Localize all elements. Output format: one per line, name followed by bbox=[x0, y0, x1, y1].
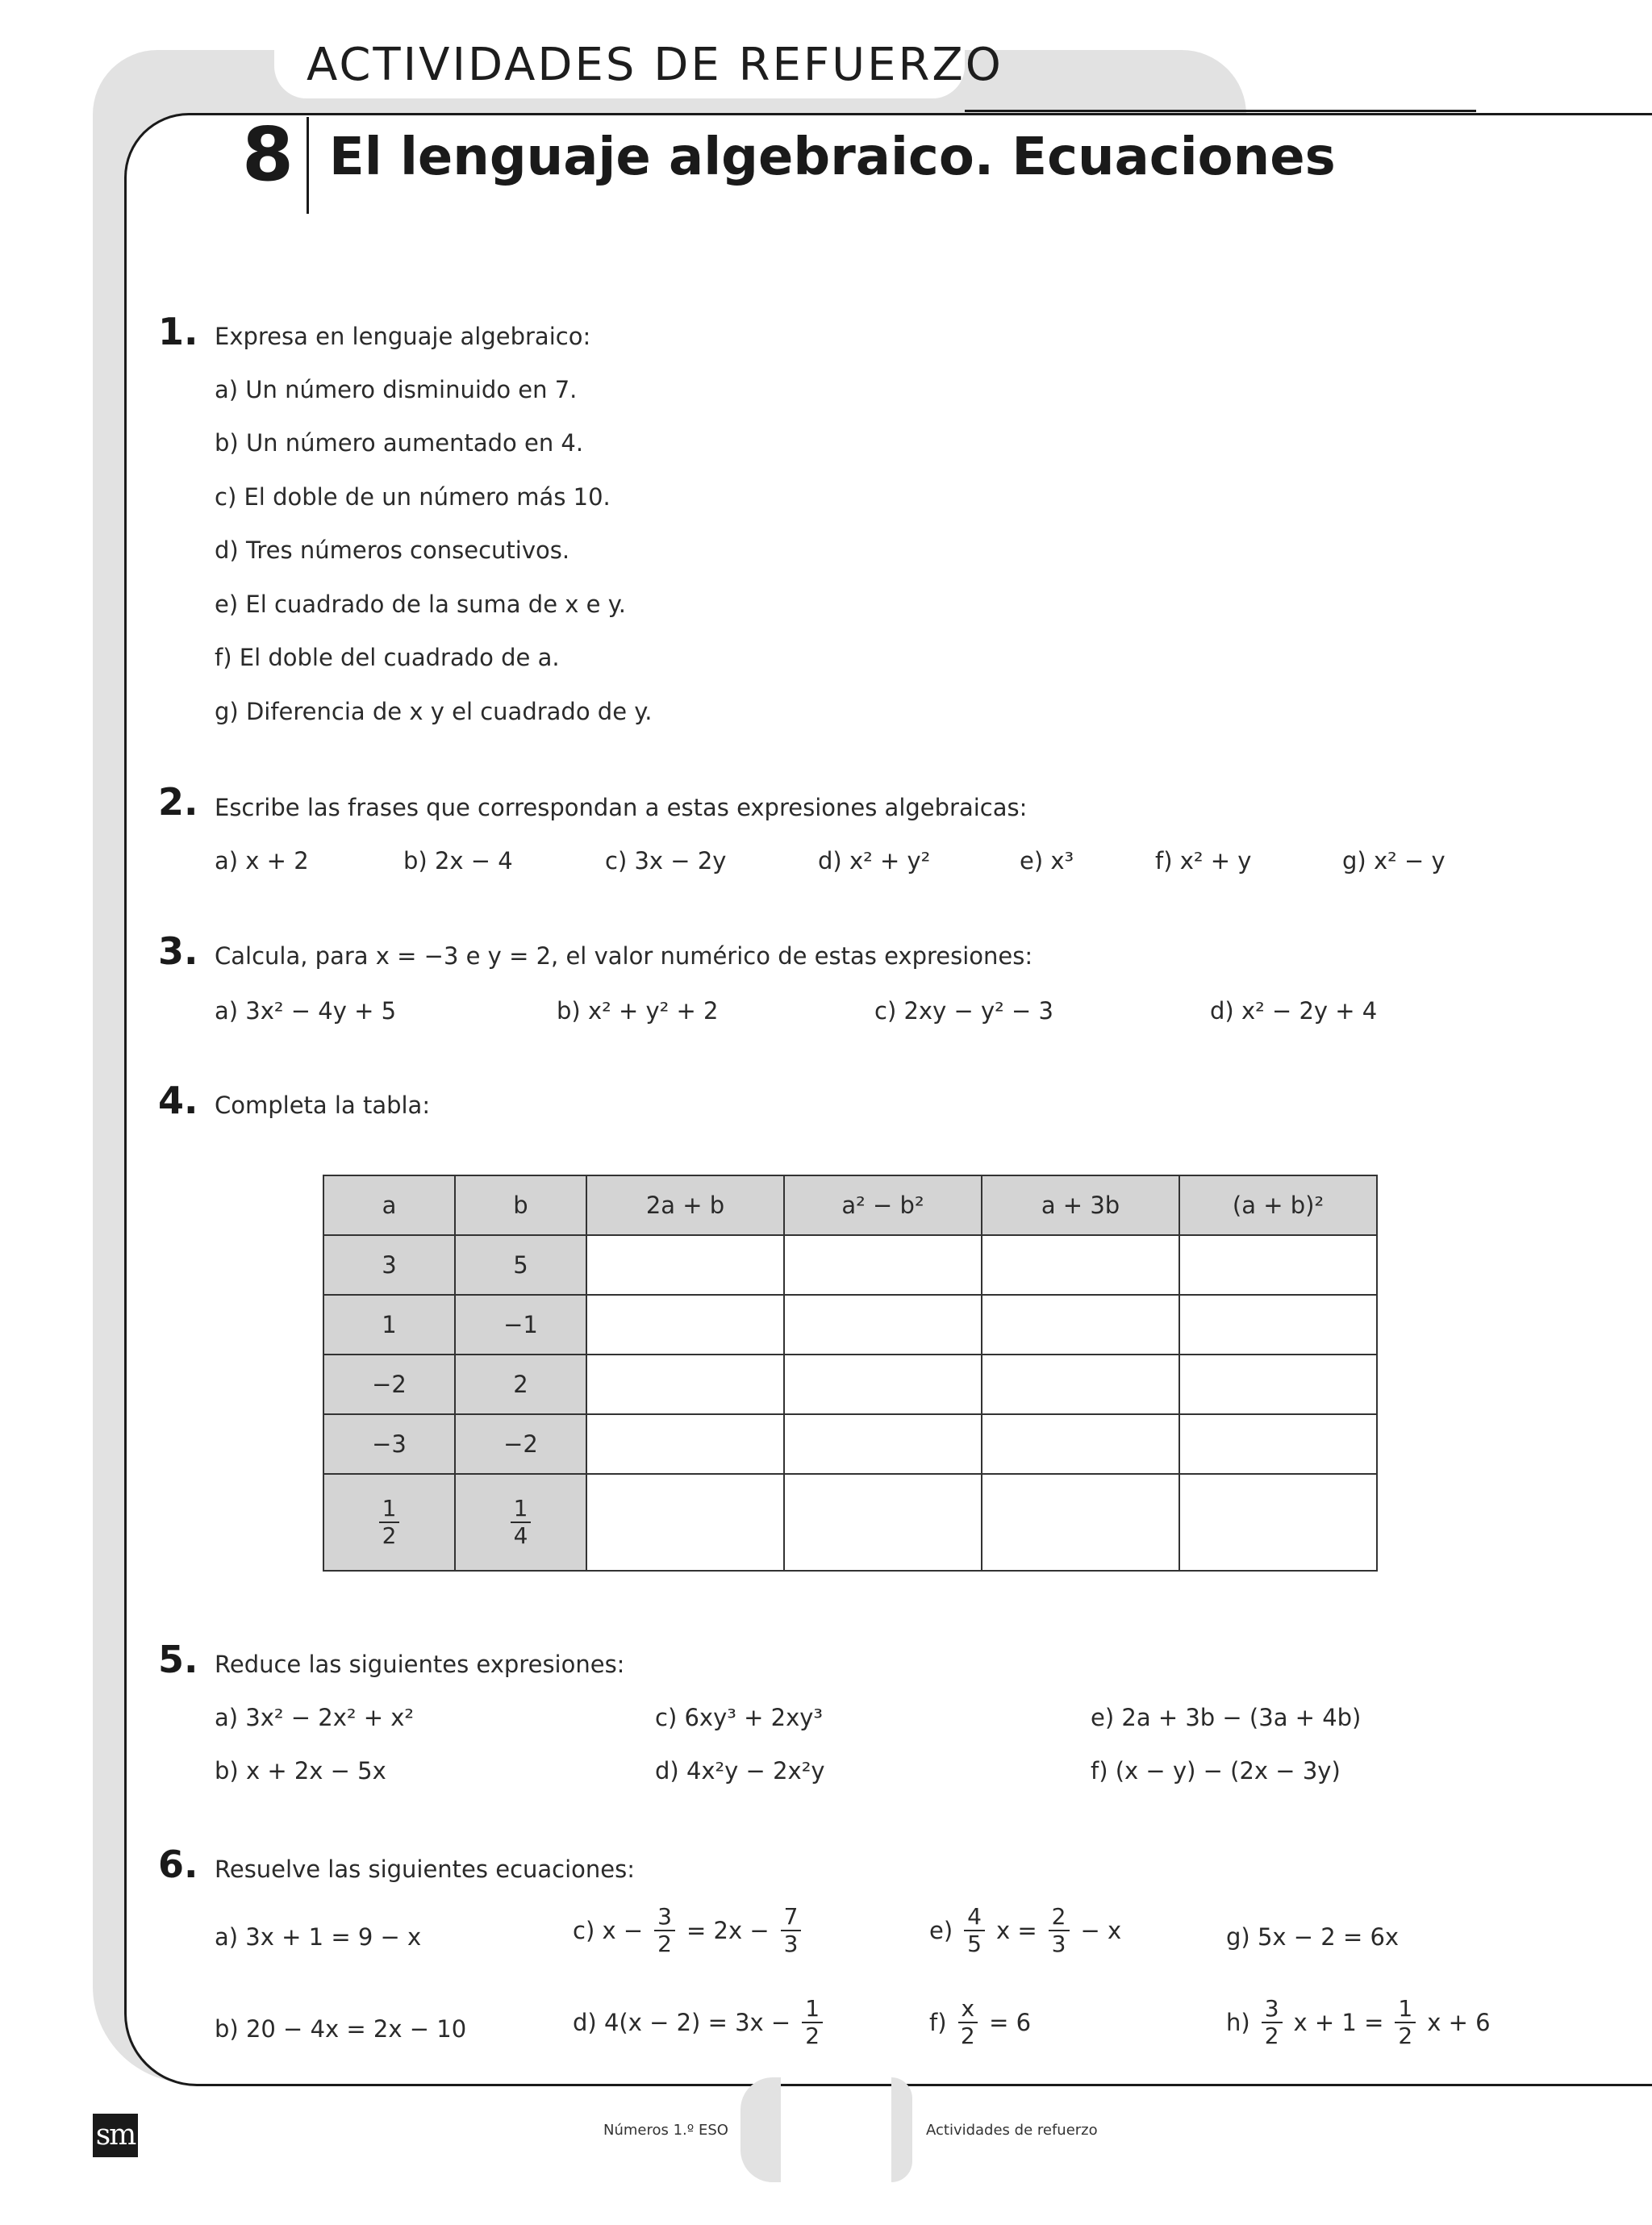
table-cell-b: −2 bbox=[455, 1414, 586, 1474]
chapter-number: 8 bbox=[242, 111, 294, 198]
answer-cell[interactable] bbox=[982, 1474, 1179, 1571]
q1-item: f) El doble del cuadrado de a. bbox=[215, 644, 560, 671]
answer-cell[interactable] bbox=[784, 1295, 982, 1355]
answer-cell[interactable] bbox=[586, 1414, 784, 1474]
table-cell-b: 2 bbox=[455, 1355, 586, 1414]
q2-item: f) x² + y bbox=[1155, 847, 1252, 875]
fraction-denominator: 2 bbox=[1264, 2023, 1279, 2050]
table-row bbox=[323, 1474, 1377, 1571]
table-header: (a + b)² bbox=[1179, 1175, 1377, 1235]
q5-item: e) 2a + 3b − (3a + 4b) bbox=[1091, 1704, 1362, 1731]
table-header-row bbox=[323, 1175, 1377, 1235]
fraction bbox=[1262, 1996, 1283, 2049]
equation-text: x + 1 = bbox=[1293, 2009, 1384, 2037]
fraction-numerator: 7 bbox=[781, 1904, 802, 1931]
fraction-denominator: 2 bbox=[1398, 2023, 1413, 2050]
fraction-numerator: 3 bbox=[1262, 1996, 1283, 2023]
section-title: ACTIVIDADES DE REFUERZO bbox=[307, 39, 1003, 91]
q6-equation-f bbox=[929, 1996, 1031, 2049]
fraction-denominator: 3 bbox=[1051, 1931, 1066, 1958]
fraction bbox=[511, 1496, 532, 1549]
q6-equation-d bbox=[573, 1996, 826, 2049]
answer-cell[interactable] bbox=[1179, 1355, 1377, 1414]
q1-item: a) Un número disminuido en 7. bbox=[215, 376, 578, 403]
table-cell-b: 5 bbox=[455, 1235, 586, 1295]
q6-equation-g: g) 5x − 2 = 6x bbox=[1226, 1923, 1400, 1951]
fraction-numerator: 2 bbox=[1049, 1904, 1070, 1931]
equation-text: x + 6 bbox=[1427, 2009, 1491, 2037]
equation-text: = 2x − bbox=[686, 1917, 770, 1945]
answer-cell[interactable] bbox=[586, 1235, 784, 1295]
q6-equation-c bbox=[573, 1904, 804, 1957]
equation-text: e) bbox=[929, 1917, 953, 1945]
table-cell-a: −3 bbox=[323, 1414, 455, 1474]
fraction-denominator: 4 bbox=[513, 1522, 528, 1549]
equation-text: h) bbox=[1226, 2009, 1250, 2037]
fraction-denominator: 2 bbox=[382, 1522, 397, 1549]
q3-item: b) x² + y² + 2 bbox=[557, 997, 719, 1025]
table-header: a + 3b bbox=[982, 1175, 1179, 1235]
q2-item: b) 2x − 4 bbox=[403, 847, 513, 875]
q1-item: g) Diferencia de x y el cuadrado de y. bbox=[215, 698, 653, 725]
answer-cell[interactable] bbox=[784, 1235, 982, 1295]
table-row bbox=[323, 1414, 1377, 1474]
q3-item: c) 2xy − y² − 3 bbox=[874, 997, 1053, 1025]
equation-text: f) bbox=[929, 2009, 947, 2037]
table-header: a² − b² bbox=[784, 1175, 982, 1235]
answer-cell[interactable] bbox=[784, 1474, 982, 1571]
chapter-title: El lenguaje algebraico. Ecuaciones bbox=[329, 127, 1336, 187]
q1-item: e) El cuadrado de la suma de x e y. bbox=[215, 591, 626, 618]
answer-cell[interactable] bbox=[1179, 1235, 1377, 1295]
table-cell-a: −2 bbox=[323, 1355, 455, 1414]
fraction bbox=[1049, 1904, 1070, 1957]
equation-text: − x bbox=[1080, 1917, 1122, 1945]
q2-prompt: Escribe las frases que correspondan a estas expresiones algebraicas: bbox=[215, 794, 1028, 821]
fraction bbox=[802, 1996, 823, 2049]
q1-number: 1. bbox=[158, 310, 198, 353]
table-row bbox=[323, 1295, 1377, 1355]
answer-cell[interactable] bbox=[1179, 1295, 1377, 1355]
q6-prompt: Resuelve las siguientes ecuaciones: bbox=[215, 1856, 636, 1883]
answer-cell[interactable] bbox=[982, 1295, 1179, 1355]
fraction-numerator: 1 bbox=[1395, 1996, 1416, 2023]
fraction-numerator: 1 bbox=[511, 1496, 532, 1523]
equation-text: = 6 bbox=[989, 2009, 1032, 2037]
fraction bbox=[379, 1496, 400, 1549]
q2-number: 2. bbox=[158, 780, 198, 824]
footer-tab-left bbox=[740, 2077, 781, 2182]
q5-item: b) x + 2x − 5x bbox=[215, 1757, 386, 1785]
equation-text: c) x − bbox=[573, 1917, 644, 1945]
fraction-numerator: 3 bbox=[654, 1904, 675, 1931]
chapter-divider bbox=[307, 117, 309, 214]
fraction bbox=[1395, 1996, 1416, 2049]
table-header: b bbox=[455, 1175, 586, 1235]
table-row bbox=[323, 1355, 1377, 1414]
footer-section-title: Actividades de refuerzo bbox=[926, 2122, 1098, 2139]
fraction bbox=[964, 1904, 985, 1957]
fraction bbox=[958, 1996, 978, 2049]
table-cell-a: 3 bbox=[323, 1235, 455, 1295]
q2-item: g) x² − y bbox=[1342, 847, 1446, 875]
table-header: a bbox=[323, 1175, 455, 1235]
q4-number: 4. bbox=[158, 1079, 198, 1122]
q5-prompt: Reduce las siguientes expresiones: bbox=[215, 1651, 625, 1678]
fraction-denominator: 2 bbox=[657, 1931, 672, 1958]
answer-cell[interactable] bbox=[586, 1355, 784, 1414]
fraction-numerator: x bbox=[958, 1996, 978, 2023]
q6-equation-a: a) 3x + 1 = 9 − x bbox=[215, 1923, 422, 1951]
table-cell-b: −1 bbox=[455, 1295, 586, 1355]
answer-cell[interactable] bbox=[784, 1414, 982, 1474]
q3-prompt: Calcula, para x = −3 e y = 2, el valor numérico de estas expresiones: bbox=[215, 942, 1033, 970]
q1-prompt: Expresa en lenguaje algebraico: bbox=[215, 323, 591, 350]
fraction-numerator: 4 bbox=[964, 1904, 985, 1931]
q1-item: d) Tres números consecutivos. bbox=[215, 536, 570, 564]
q5-item: d) 4x²y − 2x²y bbox=[655, 1757, 825, 1785]
fraction-denominator: 2 bbox=[805, 2023, 820, 2050]
q2-item: e) x³ bbox=[1020, 847, 1074, 875]
table-header: 2a + b bbox=[586, 1175, 784, 1235]
footer-book-title: Números 1.º ESO bbox=[603, 2122, 728, 2139]
q6-number: 6. bbox=[158, 1843, 198, 1886]
q2-item: d) x² + y² bbox=[818, 847, 931, 875]
footer-tab-right bbox=[891, 2077, 912, 2182]
fraction-numerator: 1 bbox=[379, 1496, 400, 1523]
q6-equation-h bbox=[1226, 1996, 1491, 2049]
fraction bbox=[781, 1904, 802, 1957]
equation-text: d) 4(x − 2) = 3x − bbox=[573, 2009, 791, 2037]
q5-item: f) (x − y) − (2x − 3y) bbox=[1091, 1757, 1341, 1785]
q6-equation-b: b) 20 − 4x = 2x − 10 bbox=[215, 2015, 467, 2043]
q5-number: 5. bbox=[158, 1638, 198, 1681]
answer-cell[interactable] bbox=[982, 1235, 1179, 1295]
q2-item: a) x + 2 bbox=[215, 847, 309, 875]
publisher-logo: sm bbox=[93, 2114, 138, 2157]
q2-item: c) 3x − 2y bbox=[605, 847, 727, 875]
answer-cell[interactable] bbox=[982, 1355, 1179, 1414]
table-cell-a bbox=[323, 1474, 455, 1571]
q1-item: c) El doble de un número más 10. bbox=[215, 483, 611, 511]
fraction-denominator: 3 bbox=[783, 1931, 799, 1958]
fraction-denominator: 5 bbox=[967, 1931, 982, 1958]
answer-cell[interactable] bbox=[586, 1474, 784, 1571]
answer-cell[interactable] bbox=[586, 1295, 784, 1355]
q5-item: a) 3x² − 2x² + x² bbox=[215, 1704, 415, 1731]
answer-cell[interactable] bbox=[784, 1355, 982, 1414]
q3-number: 3. bbox=[158, 929, 198, 973]
q6-equation-e bbox=[929, 1904, 1121, 1957]
equation-text: x = bbox=[995, 1917, 1037, 1945]
answer-cell[interactable] bbox=[1179, 1474, 1377, 1571]
header-rule bbox=[965, 110, 1476, 112]
q4-prompt: Completa la tabla: bbox=[215, 1092, 431, 1119]
answer-cell[interactable] bbox=[982, 1414, 1179, 1474]
values-table bbox=[323, 1175, 1378, 1572]
q3-item: d) x² − 2y + 4 bbox=[1210, 997, 1378, 1025]
fraction bbox=[654, 1904, 675, 1957]
table-cell-b bbox=[455, 1474, 586, 1571]
q5-item: c) 6xy³ + 2xy³ bbox=[655, 1704, 824, 1731]
table-cell-a: 1 bbox=[323, 1295, 455, 1355]
fraction-numerator: 1 bbox=[802, 1996, 823, 2023]
q1-item: b) Un número aumentado en 4. bbox=[215, 429, 584, 457]
table-row bbox=[323, 1235, 1377, 1295]
answer-cell[interactable] bbox=[1179, 1414, 1377, 1474]
q3-item: a) 3x² − 4y + 5 bbox=[215, 997, 397, 1025]
fraction-denominator: 2 bbox=[960, 2023, 975, 2050]
